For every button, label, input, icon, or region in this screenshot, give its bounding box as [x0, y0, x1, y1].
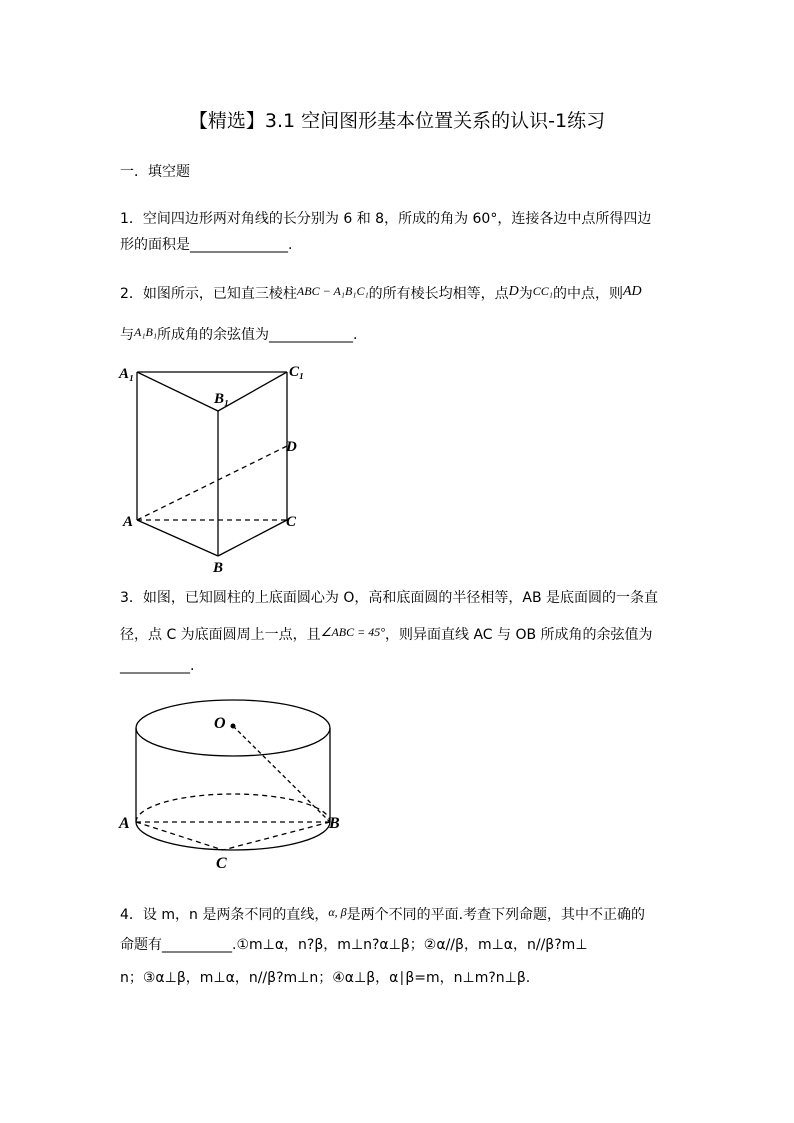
page-title: 【精选】3.1 空间图形基本位置关系的认识-1练习 — [188, 110, 606, 132]
q2-text-5: 与 — [120, 327, 134, 343]
q2-math-cc1: CC₁ — [532, 284, 553, 298]
label-a: A — [119, 815, 130, 832]
q4-line1 — [120, 902, 645, 925]
q2-line1 — [120, 281, 642, 304]
q2-text-4: 的中点，则 — [552, 286, 623, 302]
q4-text-a: 4．设 m，n 是两条不同的直线， — [120, 907, 329, 923]
q2-math-a1b1: A₁B₁ — [134, 325, 158, 339]
q4-line2: 命题有__________.①m⊥α，n?β，m⊥n?α⊥β；②α//β，m⊥α，n//β?m⊥ — [120, 937, 588, 953]
label-c: C — [286, 514, 297, 530]
label-b: B — [213, 560, 224, 576]
label-a1: A₁ — [119, 366, 135, 382]
cylinder-figure — [115, 690, 350, 875]
q2-text-1: 2．如图所示，已知直三棱柱 — [120, 286, 297, 302]
q2-math-ad: AD — [622, 284, 642, 299]
q3-text-b: ，则异面直线 AC 与 OB 所成角的余弦值为 — [385, 627, 653, 643]
label-c1: C₁ — [289, 364, 305, 380]
q2-math-prism: ABC − A₁B₁C₁ — [296, 284, 369, 298]
label-b: B — [329, 815, 340, 832]
q3-line3: __________. — [120, 658, 195, 674]
q1-line2: 形的面积是______________. — [120, 237, 293, 253]
segment-bc — [223, 822, 330, 850]
label-c: C — [216, 855, 227, 872]
edge-ab — [137, 520, 218, 556]
q4-math-alpha-beta: α, β — [328, 905, 347, 919]
prism-figure — [115, 358, 315, 578]
bottom-back-arc — [136, 794, 330, 822]
label-a: A — [123, 514, 134, 530]
segment-ad — [137, 446, 287, 520]
q3-line2 — [120, 622, 653, 645]
edge-bc — [218, 520, 287, 556]
label-o: O — [214, 715, 226, 732]
label-b1: B₁ — [214, 391, 230, 407]
q2-text-3: 为 — [518, 286, 533, 302]
q2-math-d: D — [508, 284, 519, 299]
bottom-front-arc — [136, 822, 330, 850]
q3-line1: 3．如图，已知圆柱的上底面圆心为 O，高和底面圆的半径相等，AB 是底面圆的一条直 — [120, 590, 659, 606]
q3-text-a: 径，点 C 为底面圆周上一点，且 — [120, 627, 321, 643]
q2-text-6: 所成角的余弦值为____________. — [157, 327, 358, 343]
edge-a1b1 — [137, 372, 218, 411]
q2-text-2: 的所有棱长均相等，点 — [368, 286, 509, 302]
section-heading: 一．填空题 — [120, 164, 190, 180]
q4-line3: n；③α⊥β，m⊥α，n//β?m⊥n；④α⊥β，α∣β=m，n⊥m?n⊥β. — [120, 970, 531, 986]
q1-line1: 1．空间四边形两对角线的长分别为 6 和 8，所成的角为 60°，连接各边中点所得四边 — [120, 211, 652, 227]
center-point-o — [231, 724, 236, 729]
q2-line2 — [120, 322, 357, 345]
q3-math-angle: ∠ABC = 45° — [320, 625, 386, 639]
q4-text-b: 是两个不同的平面.考查下列命题，其中不正确的 — [346, 907, 646, 923]
label-d: D — [286, 439, 297, 455]
